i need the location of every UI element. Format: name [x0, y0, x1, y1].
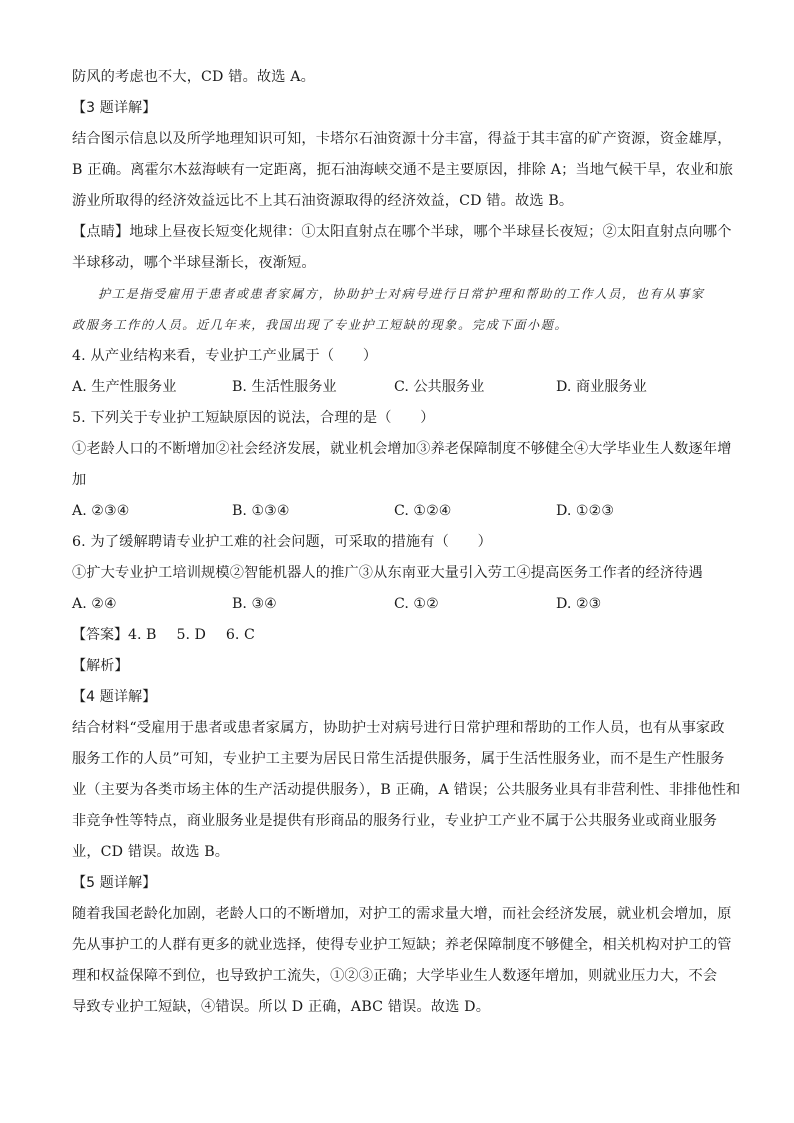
option-a: A. ②③④ — [72, 503, 130, 519]
key-point-line: 【点睛】地球上昼夜长短变化规律：①太阳直射点在哪个半球，哪个半球昼长夜短；②太阳直射点向哪个 — [72, 224, 732, 240]
question-4-stem: 4. 从产业结构来看，专业护工产业属于（ ） — [72, 348, 378, 364]
text-line: 业（主要为各类市场主体的生产活动提供服务），B 正确，A 错误；公共服务业具有非营利性、非排他性和 — [72, 782, 741, 798]
text-line: B 正确。离霍尔木兹海峡有一定距离，扼石油海峡交通不是主要原因，排除 A；当地气候干旱，农业和旅 — [72, 162, 734, 178]
question-4-options — [72, 372, 724, 403]
text-line: 随着我国老龄化加剧，老龄人口的不断增加，对护工的需求量大增，而社会经济发展，就业机会增加，原 — [72, 906, 732, 922]
option-b: B. ①③④ — [232, 503, 290, 519]
answer-item: 5. D — [176, 627, 206, 643]
material-passage-line: 护工是指受雇用于患者或患者家属方，协助护士对病号进行日常护理和帮助的工作人员，也有从事家 — [98, 287, 705, 301]
option-a: A. ②④ — [72, 596, 117, 612]
question-6-statements: ①扩大专业护工培训规模②智能机器人的推广③从东南亚大量引入劳工④提高医务工作者的经济待遇 — [72, 565, 703, 581]
option-d: D. ①②③ — [556, 503, 615, 519]
material-passage-line: 政服务工作的人员。近几年来，我国出现了专业护工短缺的现象。完成下面小题。 — [72, 318, 569, 332]
text-line: 服务工作的人员”可知，专业护工主要为居民日常生活提供服务，属于生活性服务业，而不是生产性服务 — [72, 751, 725, 767]
question-5-options — [72, 496, 724, 527]
text-line: 导致专业护工短缺，④错误。所以 D 正确，ABC 错误。故选 D。 — [72, 999, 491, 1015]
question-6-stem: 6. 为了缓解聘请专业护工难的社会问题，可采取的措施有（ ） — [72, 534, 492, 550]
answer-item: 6. C — [225, 627, 255, 643]
answer-label: 【答案】 — [72, 627, 128, 643]
answer-item: 4. B — [128, 627, 157, 643]
option-c: C. ①② — [394, 596, 439, 612]
option-c: C. ①②④ — [394, 503, 452, 519]
option-c: C. 公共服务业 — [394, 379, 485, 395]
option-d: D. 商业服务业 — [556, 379, 647, 395]
analysis-label: 【解析】 — [72, 658, 129, 674]
document-page — [72, 62, 741, 1023]
question-6-options — [72, 589, 724, 620]
text-line: 非竞争性等特点，商业服务业是提供有形商品的服务行业，专业护工产业不属于公共服务业或商业服务 — [72, 813, 718, 829]
section-label-q4-detail: 【4 题详解】 — [72, 689, 157, 705]
answer-line — [72, 620, 724, 651]
option-b: B. ③④ — [232, 596, 277, 612]
question-5-statements-cont: 加 — [72, 472, 87, 488]
option-b: B. 生活性服务业 — [232, 379, 337, 395]
option-d: D. ②③ — [556, 596, 602, 612]
text-line: 半球移动，哪个半球昼渐长，夜渐短。 — [72, 255, 316, 271]
question-5-statements: ①老龄人口的不断增加②社会经济发展，就业机会增加③养老保障制度不够健全④大学毕业生人数逐年增 — [72, 441, 732, 457]
text-line: 先从事护工的人群有更多的就业选择，使得专业护工短缺；养老保障制度不够健全，相关机构对护工的管 — [72, 937, 732, 953]
text-line: 业，CD 错误。故选 B。 — [72, 844, 230, 860]
question-5-stem: 5. 下列关于专业护工短缺原因的说法，合理的是（ ） — [72, 410, 435, 426]
text-line: 游业所取得的经济效益远比不上其石油资源取得的经济效益，CD 错。故选 B。 — [72, 193, 574, 209]
option-a: A. 生产性服务业 — [72, 379, 177, 395]
text-line: 结合材料“受雇用于患者或患者家属方，协助护士对病号进行日常护理和帮助的工作人员，也有从事家政 — [72, 720, 725, 736]
section-label-q3-detail: 【3 题详解】 — [72, 100, 157, 116]
text-line: 防风的考虑也不大，CD 错。故选 A。 — [72, 69, 315, 85]
text-line: 结合图示信息以及所学地理知识可知，卡塔尔石油资源十分丰富，得益于其丰富的矿产资源，资金雄厚， — [72, 131, 732, 147]
text-line: 理和权益保障不到位，也导致护工流失，①②③正确；大学毕业生人数逐年增加，则就业压力大，不会 — [72, 968, 718, 984]
section-label-q5-detail: 【5 题详解】 — [72, 875, 157, 891]
